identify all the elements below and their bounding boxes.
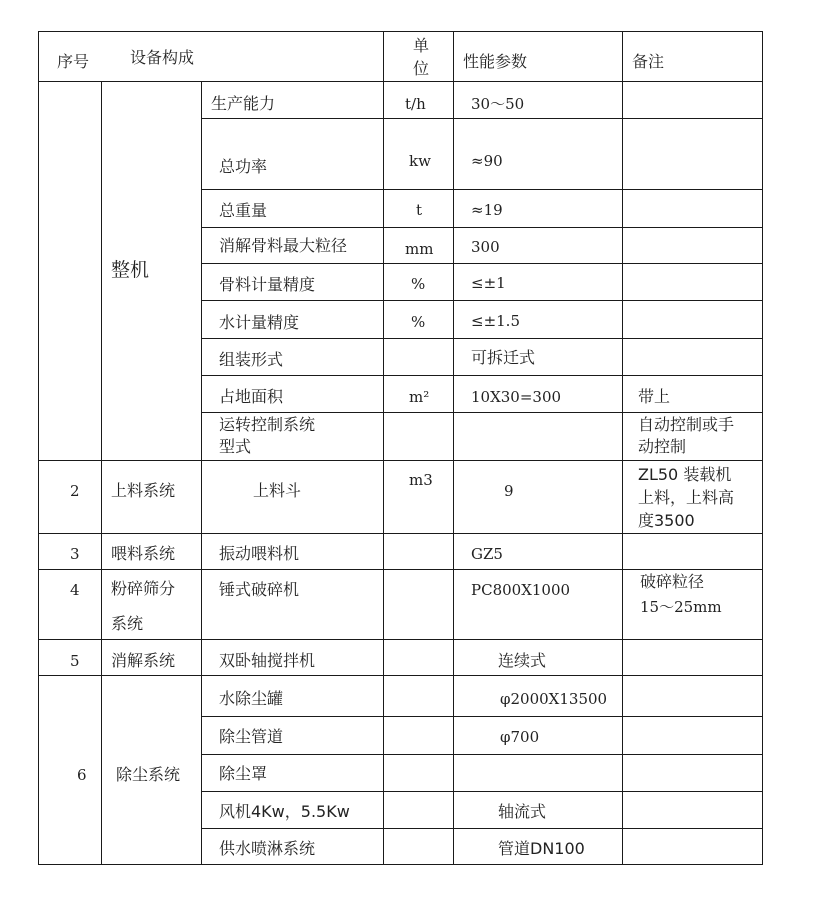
table-rule [201,338,763,339]
row-unit: m² [409,388,430,406]
row-equipment: 锤式破碎机 [219,580,300,599]
row-param: 10X30=300 [471,388,562,406]
row-param: 可拆迁式 [471,348,536,367]
header-remarks: 备注 [632,52,665,71]
table-rule [383,31,384,865]
dust-equipment: 水除尘罐 [219,689,284,708]
row-equipment: 振动喂料机 [219,544,300,563]
table-rule [622,31,623,865]
row-remark-line2: 上料，上料高 [638,488,735,507]
row-system: 喂料系统 [111,544,176,563]
header-params: 性能参数 [463,52,528,71]
row-param: ≈19 [471,201,503,219]
dust-param: φ700 [500,728,540,746]
table-rule [38,31,763,32]
row-unit: kw [409,152,431,170]
dust-param: φ2000X13500 [500,690,608,708]
table-rule [201,263,763,264]
row-param: ≈90 [471,152,503,170]
row-param: 连续式 [498,651,547,670]
table-rule [201,791,763,792]
table-rule [201,300,763,301]
row-system: 消解系统 [111,651,176,670]
row-remark-line1: ZL50 装载机 [638,465,732,484]
row-name: 占地面积 [219,387,284,406]
row-remark-line2: 15～25mm [640,598,722,616]
row-seq: 6 [77,766,87,784]
row-param: GZ5 [471,545,503,563]
table-rule [201,375,763,376]
table-rule [38,31,39,865]
table-rule [38,569,763,570]
row-name: 水计量精度 [219,313,300,332]
row-name: 骨料计量精度 [219,275,316,294]
row-unit: % [411,275,426,293]
row-unit: m3 [409,471,433,489]
dust-param: 轴流式 [498,802,547,821]
table-rule [201,81,202,865]
row-name: 总重量 [219,201,268,220]
row-system-line2: 系统 [111,614,144,633]
row-name-line1: 运转控制系统 [219,415,316,434]
row-name: 总功率 [219,157,268,176]
table-rule [201,412,763,413]
row-seq: 2 [70,482,80,500]
table-rule [38,864,763,865]
table-rule [38,460,763,461]
table-rule [201,189,763,190]
table-rule [38,81,763,82]
row-seq: 5 [70,652,80,670]
row-param: 30～50 [471,95,525,113]
row-unit: t [416,201,423,219]
row-equipment: 双卧轴搅拌机 [219,651,316,670]
row-unit: t/h [405,95,426,113]
table-rule [762,31,763,865]
row-param: ≤±1.5 [471,312,520,330]
row-seq: 4 [70,581,80,599]
table-rule [453,31,454,865]
row-remark-line2: 动控制 [638,437,687,456]
dust-equipment: 供水喷淋系统 [219,839,316,858]
table-rule [38,639,763,640]
row-param: 9 [504,482,514,500]
table-rule [38,675,763,676]
table-rule [201,828,763,829]
row-unit: mm [405,240,434,258]
row-system: 上料系统 [111,481,176,500]
table-rule [38,533,763,534]
header-composition: 设备构成 [130,48,195,67]
row-system-line1: 粉碎筛分 [111,579,176,598]
whole-machine-label: 整机 [111,259,150,281]
table-rule [201,118,763,119]
row-name: 生产能力 [211,94,276,113]
dust-param: 管道DN100 [498,839,585,858]
table-rule [201,754,763,755]
row-remark: 带上 [638,387,671,406]
row-param: PC800X1000 [471,581,571,599]
row-name: 组装形式 [219,350,284,369]
row-remark-line1: 破碎粒径 [640,572,705,591]
row-seq: 3 [70,545,80,563]
dust-equipment: 除尘罩 [219,764,268,783]
table-rule [101,81,102,865]
dust-equipment: 风机4Kw，5.5Kw [219,802,350,821]
table-rule [201,716,763,717]
row-param: 300 [471,238,500,256]
row-remark-line3: 度3500 [638,511,695,530]
row-remark-line1: 自动控制或手 [638,415,735,434]
row-unit: % [411,313,426,331]
header-unit-line2: 位 [413,59,430,78]
dust-equipment: 除尘管道 [219,727,284,746]
header-seq: 序号 [57,52,90,71]
row-name-line2: 型式 [219,437,252,456]
table-rule [201,227,763,228]
row-system: 除尘系统 [116,765,181,784]
row-name: 消解骨料最大粒径 [219,236,348,255]
row-equipment: 上料斗 [253,481,302,500]
header-unit-line1: 单 [413,36,430,55]
row-param: ≤±1 [471,274,506,292]
